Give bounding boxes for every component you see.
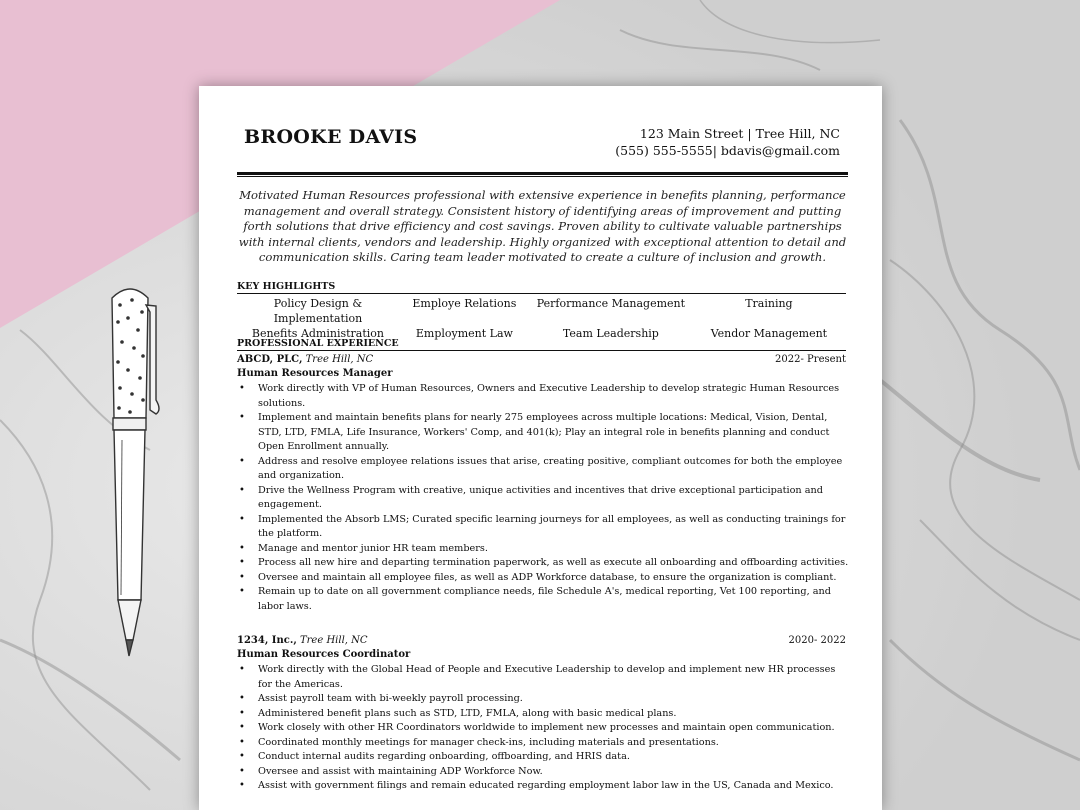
- list-item: • Work directly with VP of Human Resources, Owners and Executive Leadership to develop strategic Human Resources solutions.: [237, 382, 849, 411]
- highlight-item: Vendor Management: [710, 327, 828, 340]
- job-company: 1234, Inc.,: [237, 635, 297, 646]
- list-item: • Remain up to date on all government compliance needs, file Schedule A's, medical reporting, Vet 100 reporting, and labor laws.: [237, 585, 849, 614]
- highlight-item: Team Leadership: [562, 327, 659, 340]
- list-item: • Process all new hire and departing termination paperwork, as well as execute all onboarding and offboarding activities.: [237, 556, 849, 571]
- list-item: • Oversee and maintain all employee files, as well as ADP Workforce database, to ensure the organization is compliant.: [237, 571, 849, 586]
- job-company: ABCD, PLC,: [237, 354, 303, 365]
- list-item: • Drive the Wellness Program with creative, unique activities and incentives that drive exceptional participation and engagement.: [237, 484, 849, 513]
- list-item: • Administered benefit plans such as STD, LTD, FMLA, along with basic medical plans.: [237, 707, 849, 722]
- job-bullets: [237, 663, 849, 794]
- contact-phone-email: (555) 555-5555| bdavis@gmail.com: [615, 143, 840, 158]
- contact-address: 123 Main Street | Tree Hill, NC: [639, 126, 840, 141]
- job-header: [237, 635, 846, 646]
- highlight-item: Policy Design & Implementation: [273, 297, 363, 325]
- professional-summary: Motivated Human Resources professional with extensive experience in benefits planning, performance management and overall strategy. Consistent history of identifying areas of improvement and putting forth solutions that drive efficiency and cost savings. Proven ability to cultivate valuable partnerships with internal clients, vendors and leadership. Highly organized with exceptional attention to detail and communication skills. Caring team leader motivated to create a culture of inclusion and growth.: [238, 188, 847, 265]
- list-item: • Oversee and assist with maintaining ADP Workforce Now.: [237, 765, 849, 780]
- header-rule: [237, 172, 848, 175]
- experience-heading: PROFESSIONAL EXPERIENCE: [237, 338, 846, 351]
- highlight-item: Benefits Administration: [251, 327, 385, 340]
- highlight-item: Employe Relations: [412, 297, 517, 310]
- header-rule-thin: [237, 176, 848, 177]
- job-title: Human Resources Coordinator: [237, 649, 411, 660]
- list-item: • Assist payroll team with bi-weekly payroll processing.: [237, 692, 849, 707]
- key-highlights-heading: KEY HIGHLIGHTS: [237, 281, 846, 294]
- job-location: Tree Hill, NC: [305, 354, 374, 365]
- job-location: Tree Hill, NC: [299, 635, 368, 646]
- key-highlights-grid: [237, 296, 846, 341]
- list-item: • Coordinated monthly meetings for manager check-ins, including materials and presentations.: [237, 736, 849, 751]
- resume-page: [199, 86, 882, 810]
- candidate-name: BROOKE DAVIS: [244, 126, 418, 148]
- job-dates: 2020- 2022: [788, 635, 846, 646]
- list-item: • Implemented the Absorb LMS; Curated specific learning journeys for all employees, as well as conducting trainings for the platform.: [237, 513, 849, 542]
- list-item: • Work closely with other HR Coordinators worldwide to implement new processes and maintain open communication.: [237, 721, 849, 736]
- list-item: • Conduct internal audits regarding onboarding, offboarding, and HRIS data.: [237, 750, 849, 765]
- job-title: Human Resources Manager: [237, 368, 393, 379]
- list-item: • Address and resolve employee relations issues that arise, creating positive, compliant outcomes for both the employee and organization.: [237, 455, 849, 484]
- list-item: • Work directly with the Global Head of People and Executive Leadership to develop and implement new HR processes for the Americas.: [237, 663, 849, 692]
- highlight-item: Employment Law: [415, 327, 513, 340]
- highlight-item: Performance Management: [536, 297, 686, 310]
- job-bullets: [237, 382, 849, 614]
- job-header: [237, 354, 846, 365]
- list-item: • Assist with government filings and remain educated regarding employment labor law in the US, Canada and Mexico.: [237, 779, 849, 794]
- highlight-item: Training: [745, 297, 793, 310]
- job-dates: 2022- Present: [775, 354, 846, 365]
- list-item: • Manage and mentor junior HR team members.: [237, 542, 849, 557]
- list-item: • Implement and maintain benefits plans for nearly 275 employees across multiple locations: Medical, Vision, Dental, STD, LTD, FMLA, Life Insurance, Workers' Comp, and 401(k); Play an integral role in benefits planning and conduct Open Enrollment annually.: [237, 411, 849, 455]
